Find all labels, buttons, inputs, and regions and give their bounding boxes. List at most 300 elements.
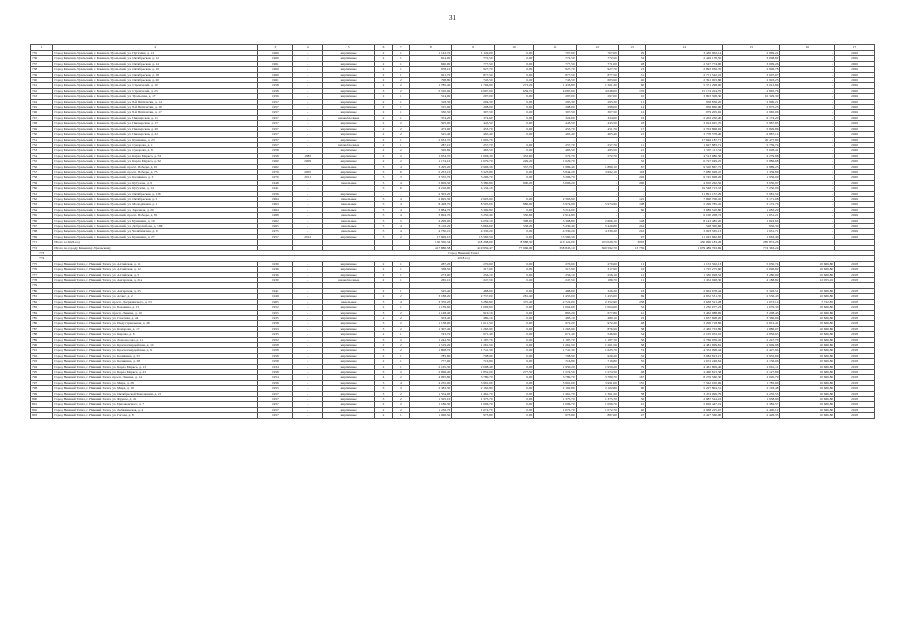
table-cell: - [780, 67, 835, 72]
table-cell: 14 [618, 105, 645, 110]
table-cell: 3 991,00 [576, 380, 618, 385]
table-cell: - [293, 386, 323, 391]
table-cell: - [375, 191, 392, 196]
row-number: 773 [31, 251, 53, 256]
table-cell: 1958 [258, 348, 293, 353]
table-cell: 1961 [258, 78, 293, 83]
table-cell: 1 [392, 110, 409, 115]
table-cell: кирпичные [323, 380, 375, 385]
table-cell: - [780, 51, 835, 56]
table-cell: 4 095,80 [410, 375, 452, 380]
address-cell: Город Каменск-Уральский, г. Каменск-Уральский, ул. Пионерская, д. 20 [53, 126, 258, 131]
table-cell: 572,70 [576, 153, 618, 158]
table-cell: 40 [618, 407, 645, 412]
table-cell: 443,50 [576, 121, 618, 126]
table-cell: 1 375,70 [452, 397, 494, 402]
table-cell: 814,00 [410, 56, 452, 61]
table-cell: 2 061,11 [723, 364, 780, 369]
table-cell: 10 666,80 [780, 375, 835, 380]
table-cell: 118 298,60 [452, 240, 494, 245]
table-cell: 0,00 [494, 359, 534, 364]
table-cell: 21 [618, 148, 645, 153]
table-cell: 3 308,80 [534, 218, 576, 223]
table-cell: 1957 [258, 99, 293, 104]
table-cell: 10 666,80 [780, 364, 835, 369]
table-cell: кирпичные [323, 272, 375, 277]
table-cell: 2 235,55 [723, 391, 780, 396]
table-cell: 4 059,10 [452, 218, 494, 223]
row-number: 772 [31, 245, 53, 250]
table-cell: панельные [323, 229, 375, 234]
table-cell: 2 556,43 [723, 294, 780, 299]
table-cell: 2026 [835, 78, 875, 83]
table-cell: 2026 [835, 180, 875, 185]
table-cell: 0,00 [494, 196, 534, 201]
row-number: 751 [31, 137, 53, 142]
table-cell: 1 525,10 [410, 397, 452, 402]
row-number: 780 [31, 288, 53, 293]
table-cell: 1 187,70 [452, 337, 494, 342]
table-cell: - [618, 191, 645, 196]
table-cell: 2 383,30 [410, 386, 452, 391]
table-cell: 0,00 [494, 391, 534, 396]
table-cell: 708,90 [534, 353, 576, 358]
table-cell: 473,90 [410, 126, 452, 131]
table-cell: - [618, 213, 645, 218]
table-cell: 886,00 [494, 202, 534, 207]
table-cell: 297,00 [576, 94, 618, 99]
address-cell: Город Нижний Тагил, г. Нижний Тагил, ул. Аганс, д. 2 [53, 294, 258, 299]
table-cell: 1 455,00 [576, 294, 618, 299]
table-cell: - [293, 88, 323, 93]
table-cell: 6 745 698,26 [646, 175, 723, 180]
table-cell: 10 666,80 [780, 407, 835, 412]
address-cell: Город Каменск-Уральский, г. Каменск-Уральский, ул. Челябинская, д. 9 [53, 229, 258, 234]
table-cell: 1960 [258, 56, 293, 61]
table-cell: 2026 [835, 191, 875, 196]
table-cell: 103 029,70 [576, 240, 618, 245]
table-cell: 1 [392, 364, 409, 369]
table-cell: 2 968 225,07 [646, 407, 723, 412]
table-cell: 0,00 [494, 272, 534, 277]
table-cell: 5 430,40 [534, 224, 576, 229]
column-number-cell: 7 [392, 45, 409, 51]
table-cell: 5 [375, 207, 392, 212]
table-cell: 5 739,74 [723, 142, 780, 147]
table-cell: кирпичные [323, 397, 375, 402]
table-cell: 972,20 [534, 321, 576, 326]
table-cell: 2011 [293, 175, 323, 180]
table-cell: - [293, 213, 323, 218]
table-cell: - [780, 213, 835, 218]
table-cell: - [293, 310, 323, 315]
table-cell: 1 950,20 [534, 364, 576, 369]
table-cell: 2 975,25 [723, 105, 780, 110]
address-cell: Город Каменск-Уральский, г. Каменск-Уральский, ул. Калинина, д. 3 [53, 175, 258, 180]
row-number: 749 [31, 126, 53, 131]
table-cell: - [293, 294, 323, 299]
table-cell: 2 987 524,16 [646, 397, 723, 402]
table-cell: 1960 [258, 159, 293, 164]
table-cell: 2026 [835, 99, 875, 104]
row-number: 738 [31, 67, 53, 72]
table-cell: 480,10 [452, 315, 494, 320]
table-cell: - [780, 153, 835, 158]
table-cell: 2 949,98 [723, 342, 780, 347]
table-cell: 4 [392, 213, 409, 218]
table-cell: 2 826 447,19 [646, 402, 723, 407]
table-cell: 777,00 [410, 359, 452, 364]
table-cell: 1 574,50 [534, 369, 576, 374]
table-cell: 451,70 [576, 126, 618, 131]
table-cell: 2018 [835, 386, 875, 391]
table-cell: 1957 [258, 402, 293, 407]
table-cell: 743,50 [534, 78, 576, 83]
table-cell: 77 966,90 [494, 245, 534, 250]
section-heading: Город Нижний Тагил [53, 251, 875, 256]
table-cell: 2018 [835, 337, 875, 342]
row-number: 752 [31, 142, 53, 147]
address-cell: Город Каменск-Уральский, г. Каменск-Уральский, ул. Уральская, д. 17 [53, 94, 258, 99]
address-cell: Город Нижний Тагил, г. Нижний Тагил, ул. Калинина, д. 38 [53, 359, 258, 364]
table-cell: 1 174,10 [410, 159, 452, 164]
table-cell: 1935 [258, 315, 293, 320]
table-cell: 16 [618, 115, 645, 120]
table-cell: 1 852,00 [452, 369, 494, 374]
table-cell: 0,00 [494, 386, 534, 391]
table-cell: 863,20 [534, 310, 576, 315]
table-cell: - [494, 186, 534, 191]
table-cell: 5 310,00 [410, 88, 452, 93]
table-cell: 10 [618, 94, 645, 99]
table-cell: 1952 [258, 337, 293, 342]
table-cell: 15 174 224,70 [646, 88, 723, 93]
table-cell: - [293, 67, 323, 72]
table-cell: 1958 [258, 359, 293, 364]
address-cell: Город Нижний Тагил, г. Нижний Тагил, ул. Калинина, д. 55 [53, 353, 258, 358]
table-cell: 1 006,30 [452, 153, 494, 158]
row-number: 777 [31, 272, 53, 277]
table-cell: 1 889,10 [576, 164, 618, 169]
table-cell: - [780, 83, 835, 88]
table-cell: 2 [375, 121, 392, 126]
table-cell: 5 829,86 [723, 126, 780, 131]
table-cell: 19 548 713,33 [646, 186, 723, 191]
table-cell: 2 737,00 [452, 294, 494, 299]
table-cell: 1 153 502,13 [646, 261, 723, 266]
table-cell: - [293, 94, 323, 99]
table-cell: 2026 [835, 159, 875, 164]
table-cell: 295,30 [534, 99, 576, 104]
table-cell: - [576, 186, 618, 191]
table-cell: 285 872,26 [723, 240, 780, 245]
table-cell: 1956 [258, 380, 293, 385]
address-cell: Город Каменск-Уральский, г. Каменск-Уральский, просп. Победы, д. 75 [53, 169, 258, 174]
address-cell: Итого за 2026 год [53, 240, 258, 245]
table-cell: 2 889,25 [723, 164, 780, 169]
table-cell: 198 [618, 202, 645, 207]
table-cell: 2 391 003,86 [646, 78, 723, 83]
table-cell: 2 [375, 288, 392, 293]
table-cell: 2 [375, 94, 392, 99]
table-cell: 170 [618, 88, 645, 93]
row-number: 779 [31, 283, 53, 288]
table-cell: 877,50 [576, 72, 618, 77]
address-cell: Город Нижний Тагил, г. Нижний Тагил, ул. Фрунзе, д. 41 [53, 397, 258, 402]
table-cell: - [576, 191, 618, 196]
address-cell: Город Каменск-Уральский, г. Каменск-Уральский, ул. Пионерская, д. 17 [53, 121, 258, 126]
table-cell: 545,40 [410, 288, 452, 293]
table-cell: - [293, 359, 323, 364]
table-cell: 716,80 [576, 359, 618, 364]
table-cell: 2026 [835, 142, 875, 147]
table-cell: 973,80 [534, 413, 576, 418]
table-cell: 2 427 560,90 [646, 413, 723, 418]
table-cell: 2 [392, 132, 409, 137]
table-cell: - [576, 207, 618, 212]
address-cell: Город Каменск-Уральский, г. Каменск-Уральский, ул. Октябрьская, д. 16 [53, 67, 258, 72]
table-cell: - [293, 202, 323, 207]
table-cell: панельные [323, 213, 375, 218]
table-cell: 23 [618, 67, 645, 72]
table-cell: 2 722,00 [534, 299, 576, 304]
table-cell: 5 [375, 169, 392, 174]
table-cell: 23 [618, 288, 645, 293]
address-cell: Город Нижний Тагил, г. Нижний Тагил, ул. Красногвардейская, д. 9 [53, 348, 258, 353]
table-cell: 374,20 [410, 115, 452, 120]
address-cell: Город Нижний Тагил, г. Нижний Тагил, ул. Алтайская, д. 11 [53, 261, 258, 266]
table-cell: 5 380,80 [452, 180, 494, 185]
table-cell: 2 [392, 153, 409, 158]
table-cell: 927,70 [534, 67, 576, 72]
table-cell: 2 904 678,44 [646, 288, 723, 293]
address-cell: Город Нижний Тагил, г. Нижний Тагил, ул. Октябрьской Революции, д. 21 [53, 391, 258, 396]
table-cell: 5 866,60 [452, 224, 494, 229]
table-cell: 2018 [835, 348, 875, 353]
table-cell: 5 [375, 380, 392, 385]
table-cell: 2026 [835, 105, 875, 110]
table-cell: 1 [392, 332, 409, 337]
table-cell: 3 803 508,30 [646, 94, 723, 99]
row-number: 798 [31, 386, 53, 391]
table-cell: 3 [392, 175, 409, 180]
table-cell: 38 [618, 326, 645, 331]
table-cell: 1 519,20 [410, 342, 452, 347]
table-cell: - [293, 342, 323, 347]
table-cell: - [494, 137, 534, 142]
table-cell: 2 [375, 267, 392, 272]
table-cell: кирпичные [323, 359, 375, 364]
table-cell: 2 465 733,89 [646, 326, 723, 331]
table-cell: 0,00 [494, 175, 534, 180]
table-cell: 326,30 [576, 288, 618, 293]
table-cell: 1963 [258, 202, 293, 207]
table-cell: 2 [392, 294, 409, 299]
table-cell: 417 880,58 [410, 245, 452, 250]
table-cell: - [293, 305, 323, 310]
table-cell: 3 780,70 [452, 375, 494, 380]
table-cell: 297,00 [534, 94, 576, 99]
table-cell: 6 [392, 169, 409, 174]
table-cell: 2026 [835, 153, 875, 158]
row-number: 743 [31, 94, 53, 99]
row-number: 785 [31, 315, 53, 320]
table-cell: 3 296,70 [534, 175, 576, 180]
table-cell: кирпичные [323, 391, 375, 396]
table-cell: 2018 [835, 397, 875, 402]
address-cell: Город Нижний Тагил, г. Нижний Тагил, ул. Красногвардейская, д. 10 [53, 342, 258, 347]
table-cell: 20 477,80 [723, 137, 780, 142]
table-cell: 1 096,70 [534, 402, 576, 407]
table-cell: 148 [618, 218, 645, 223]
table-cell: 155 [618, 380, 645, 385]
table-cell: 10 666,80 [780, 261, 835, 266]
table-cell: 1 [392, 272, 409, 277]
table-cell: кирпичные [323, 105, 375, 110]
table-cell: 10 666,80 [780, 337, 835, 342]
row-number: 796 [31, 375, 53, 380]
address-cell: Город Нижний Тагил, г. Нижний Тагил, ул. Лебяжинская, д. 4 [53, 407, 258, 412]
table-cell: 2026 [835, 88, 875, 93]
table-cell: 1 631,71 [723, 229, 780, 234]
table-cell: - [780, 218, 835, 223]
table-cell: 1 455,00 [534, 294, 576, 299]
table-cell: - [293, 137, 323, 142]
table-cell: 2 666,10 [576, 218, 618, 223]
table-cell: 10 666,80 [780, 305, 835, 310]
table-cell: 3 991,00 [452, 380, 494, 385]
table-cell: 629,20 [576, 353, 618, 358]
table-cell: 2 [375, 83, 392, 88]
column-number-cell: 14 [646, 45, 723, 51]
table-cell: 4 188,82 [723, 278, 780, 283]
table-cell: 4 [392, 196, 409, 201]
table-cell: 2026 [835, 126, 875, 131]
row-number: 758 [31, 175, 53, 180]
table-cell: 1 375,70 [576, 397, 618, 402]
address-cell: Город Каменск-Уральский, г. Каменск-Уральский, ул. Карла Маркса, д. 62 [53, 159, 258, 164]
table-cell: 11 [618, 261, 645, 266]
table-cell: 256,10 [534, 272, 576, 277]
table-cell: 0,00 [494, 110, 534, 115]
row-number: 784 [31, 310, 53, 315]
address-cell: Город Каменск-Уральский, г. Каменск-Уральский, ул. Суворова, д. 8 [53, 148, 258, 153]
table-cell: 3 360,00 [723, 315, 780, 320]
table-cell: - [780, 224, 835, 229]
table-cell: 1957 [258, 110, 293, 115]
table-cell: 318,30 [410, 99, 452, 104]
table-cell: 4 513 986,30 [646, 153, 723, 158]
table-cell: 3 462 988,69 [646, 310, 723, 315]
table-cell: 0,00 [494, 169, 534, 174]
table-cell: - [576, 196, 618, 201]
table-cell: - [293, 142, 323, 147]
table-cell: 5 [375, 224, 392, 229]
table-cell: 2026 [835, 132, 875, 137]
table-cell: 2026 [835, 234, 875, 239]
table-cell: 5 [375, 299, 392, 304]
table-cell: 483,50 [534, 148, 576, 153]
table-cell: 358 845,10 [534, 245, 576, 250]
table-cell: шлакоблочные [323, 142, 375, 147]
table-cell: 1964 [258, 207, 293, 212]
table-cell: 294,30 [452, 99, 494, 104]
table-cell: 3 [375, 310, 392, 315]
table-cell: 0,00 [494, 67, 534, 72]
table-cell: 3 694,70 [410, 213, 452, 218]
table-cell: 350,60 [494, 213, 534, 218]
table-cell: 2 [375, 332, 392, 337]
table-cell: 483,10 [534, 315, 576, 320]
table-cell: 1 452 948,30 [646, 278, 723, 283]
table-cell: 1 [392, 105, 409, 110]
row-number: 803 [31, 413, 53, 418]
table-cell: - [293, 180, 323, 185]
table-cell: кирпичные [323, 353, 375, 358]
table-cell: - [494, 191, 534, 196]
table-cell: 0,00 [494, 326, 534, 331]
table-cell: 2 008,40 [452, 364, 494, 369]
row-number: 759 [31, 180, 53, 185]
table-cell: 2 247,70 [723, 337, 780, 342]
table-cell: 130 500,34 [410, 240, 452, 245]
address-cell: Город Нижний Тагил, г. Нижний Тагил, ул. Алтайская, д. 5 [53, 272, 258, 277]
table-cell: 2 [375, 153, 392, 158]
column-number-cell: 6 [375, 45, 392, 51]
row-number: 737 [31, 61, 53, 66]
table-cell: 525,40 [410, 132, 452, 137]
table-cell: 2 [375, 272, 392, 277]
row-number: 756 [31, 164, 53, 169]
address-cell: Город Нижний Тагил, г. Нижний Тагил, ул. Мира, д. 28 [53, 380, 258, 385]
row-number: 764 [31, 207, 53, 212]
table-cell: 2 [392, 148, 409, 153]
table-cell: 2026 [835, 61, 875, 66]
table-cell: кирпичные [323, 159, 375, 164]
table-cell: 0,00 [494, 310, 534, 315]
table-cell: 1 073,14 [723, 299, 780, 304]
table-cell: 1 186,30 [410, 402, 452, 407]
table-cell: 2 527 774,00 [646, 61, 723, 66]
table-cell: 2 [375, 110, 392, 115]
address-cell: Город Нижний Тагил, г. Нижний Тагил, ул. Мира, д. 19 [53, 386, 258, 391]
table-cell: 1958 [258, 153, 293, 158]
table-cell: 1934 [258, 364, 293, 369]
table-cell: 41 [618, 310, 645, 315]
table-cell: кирпичные [323, 310, 375, 315]
table-cell: 3 689 520,80 [646, 207, 723, 212]
table-cell: 5 974,90 [534, 202, 576, 207]
table-cell: 1 950,20 [576, 364, 618, 369]
table-cell: 2 703 868,92 [646, 126, 723, 131]
table-cell: 1957 [258, 121, 293, 126]
table-cell: 31 [618, 72, 645, 77]
table-cell: 3 009,26 [723, 61, 780, 66]
table-cell: 3 172,76 [723, 202, 780, 207]
address-cell: Город Каменск-Уральский, г. Каменск-Уральский, ул. Октябрьская, д. 5 [53, 196, 258, 201]
table-cell: 2018 [835, 391, 875, 396]
table-cell: 2026 [835, 83, 875, 88]
table-cell: 2 [392, 78, 409, 83]
table-cell: 1 574,50 [576, 369, 618, 374]
address-cell: Город Нижний Тагил, г. Нижний Тагил, ул. Индустриальная, д. 48 [53, 321, 258, 326]
table-cell: 0,00 [494, 72, 534, 77]
table-cell: 3 [375, 348, 392, 353]
column-number-cell: 12 [576, 45, 618, 51]
table-cell: 2026 [835, 218, 875, 223]
table-cell: 1958 [258, 83, 293, 88]
table-cell: - [293, 380, 323, 385]
